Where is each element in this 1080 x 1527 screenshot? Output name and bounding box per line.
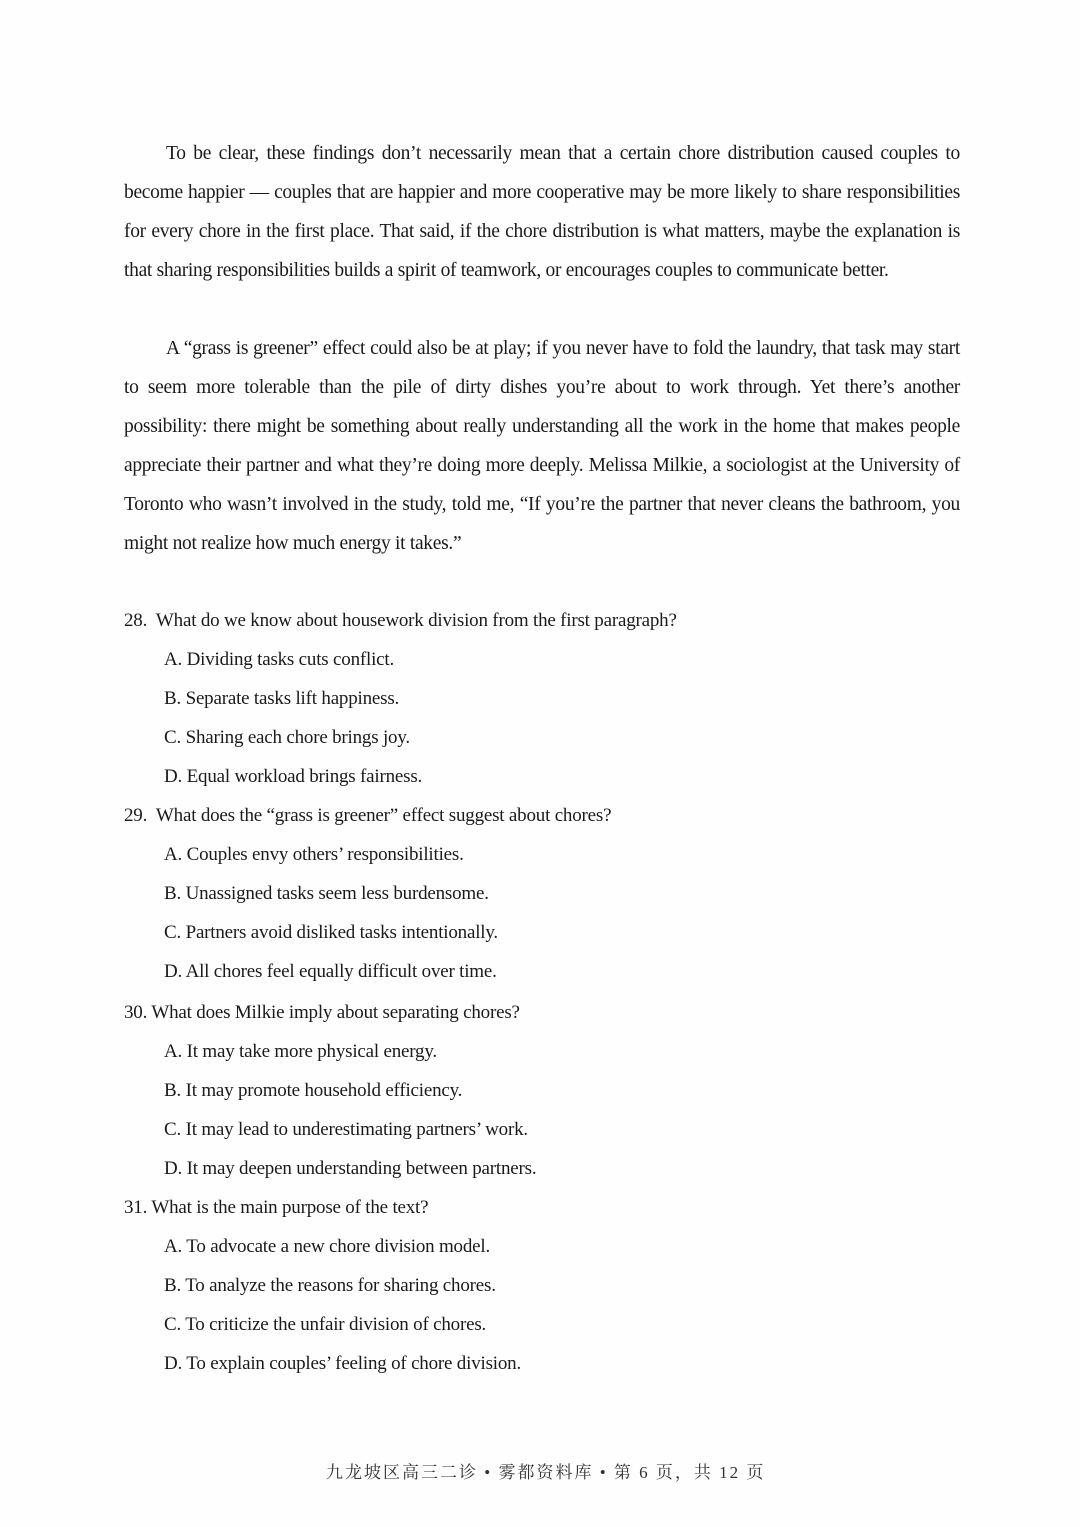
option-31-c: C. To criticize the unfair division of chores. xyxy=(164,1314,487,1335)
page-footer: 九龙坡区高三二诊 • 雾都资料库 • 第 6 页，共 12 页 xyxy=(326,1463,766,1482)
option-28-c: C. Sharing each chore brings joy. xyxy=(164,727,410,748)
option-30-a: A. It may take more physical energy. xyxy=(164,1041,437,1062)
question-30 xyxy=(124,993,520,1032)
option-28-a: A. Dividing tasks cuts conflict. xyxy=(164,649,395,670)
option-31-a: A. To advocate a new chore division model. xyxy=(164,1236,491,1257)
paragraph-text: To be clear, these findings don’t necessarily mean that a certain chore distribution caused couples to become happier — couples that are happier and more cooperative may be more likely to share responsibilities for every chore in the first place. That said, if the chore distribution is what matters, maybe the explanation is that sharing responsibilities builds a spirit of teamwork, or encourages couples to communicate better. xyxy=(124,143,960,281)
option-30-b: B. It may promote household efficiency. xyxy=(164,1080,463,1101)
question-31 xyxy=(124,1188,428,1227)
question-number: 30. xyxy=(124,1002,148,1023)
question-text: What does Milkie imply about separating chores? xyxy=(151,1002,520,1023)
question-number: 28. xyxy=(124,610,148,631)
passage-paragraph-1 xyxy=(124,134,960,290)
option-29-b: B. Unassigned tasks seem less burdensome. xyxy=(164,883,489,904)
option-28-b: B. Separate tasks lift happiness. xyxy=(164,688,400,709)
option-29-d: D. All chores feel equally difficult over time. xyxy=(164,961,497,982)
question-text: What is the main purpose of the text? xyxy=(151,1197,429,1218)
option-29-a: A. Couples envy others’ responsibilities. xyxy=(164,844,464,865)
question-28 xyxy=(124,601,677,640)
option-31-b: B. To analyze the reasons for sharing chores. xyxy=(164,1275,496,1296)
option-30-c: C. It may lead to underestimating partners’ work. xyxy=(164,1119,528,1140)
question-number: 31. xyxy=(124,1197,148,1218)
paragraph-text: A “grass is greener” effect could also be at play; if you never have to fold the laundry, that task may start to seem more tolerable than the pile of dirty dishes you’re about to work through. Yet there’s another possibility: there might be something about really understanding all the work in the home that makes people appreciate their partner and what they’re doing more deeply. Melissa Milkie, a sociologist at the University of Toronto who wasn’t involved in the study, told me, “If you’re the partner that never cleans the bathroom, you might not realize how much energy it takes.” xyxy=(124,338,960,554)
question-29 xyxy=(124,796,611,835)
question-text: What do we know about housework division from the first paragraph? xyxy=(155,610,677,631)
option-30-d: D. It may deepen understanding between partners. xyxy=(164,1158,537,1179)
option-28-d: D. Equal workload brings fairness. xyxy=(164,766,423,787)
passage-paragraph-2 xyxy=(124,329,960,563)
question-text: What does the “grass is greener” effect suggest about chores? xyxy=(155,805,612,826)
question-number: 29. xyxy=(124,805,148,826)
option-31-d: D. To explain couples’ feeling of chore division. xyxy=(164,1353,521,1374)
option-29-c: C. Partners avoid disliked tasks intentionally. xyxy=(164,922,498,943)
